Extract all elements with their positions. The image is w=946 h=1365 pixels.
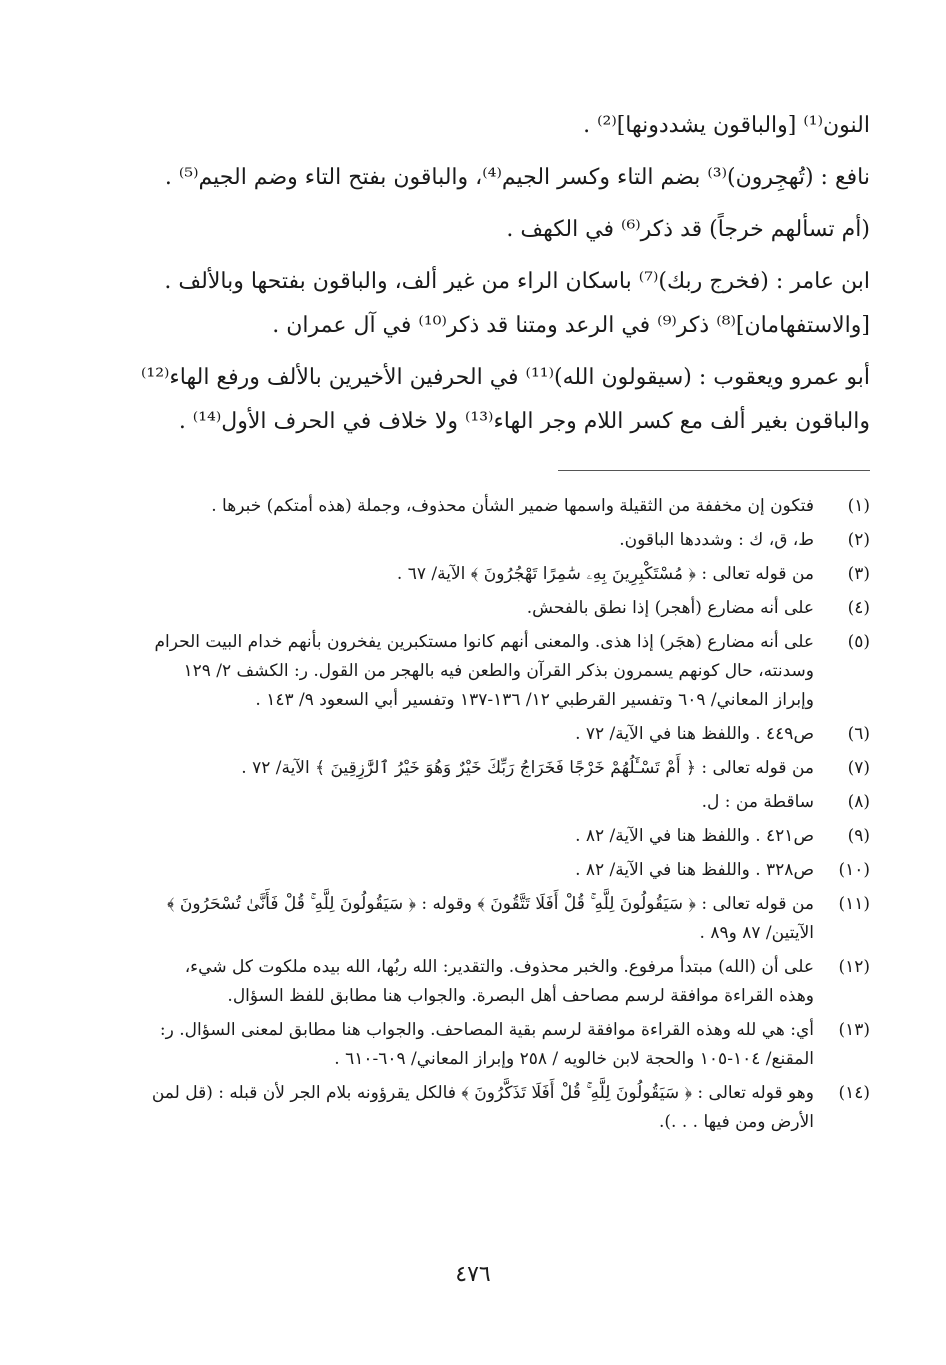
- footnote-number: (٦): [847, 724, 870, 744]
- footnote-number: (٤): [847, 598, 870, 618]
- footnote: [100, 856, 870, 885]
- footnote-number: (٢): [847, 530, 870, 550]
- footnote-number: (٣): [847, 564, 870, 584]
- footnote-number: (١٠): [838, 860, 870, 880]
- footnote-line: الآيتين/ ٨٧ و٨٩ .: [699, 923, 814, 943]
- main-paragraph: [110, 104, 870, 148]
- footnote: [100, 560, 870, 589]
- footnote-text: [100, 754, 814, 783]
- footnote-line: على أنه مضارع (أهجر) إذا نطق بالفحش.: [526, 598, 814, 618]
- footnote-number: (١١): [838, 894, 870, 914]
- footnote-line: وهو قوله تعالى : ﴿ سَيَقُولُونَ لِلَّهِ ۚ قُلْ أَفَلَا تَذَكَّرُونَ ﴾ فالكل يقرؤونه بلام الجر لأن قبله : (قل لمن: [151, 1083, 814, 1103]
- footnote: [100, 1016, 870, 1074]
- footnote-text: [100, 594, 814, 623]
- footnote: [100, 492, 870, 521]
- footnote-number: (١٣): [838, 1020, 870, 1040]
- footnote-number: (١٢): [838, 957, 870, 977]
- footnote-divider: [558, 470, 870, 471]
- main-line: (أم تسألهم خرجاً) قد ذكر⁽⁶⁾ في الكهف .: [506, 217, 870, 242]
- footnote-line: من قوله تعالى : ﴿ سَيَقُولُونَ لِلَّهِ ۚ قُلْ أَفَلَا تَتَّقُونَ ﴾ وقوله : ﴿ سَيَقُولُونَ لِلَّهِ ۚ قُلْ فَأَنَّىٰ تُسْحَرُونَ ﴾: [167, 894, 814, 914]
- footnote: [100, 953, 870, 1011]
- footnote-line: وسدنته، حال كونهم يسمرون بذكر القرآن والطعن فيه بالهجر من القول. ر: الكشف ٢/ ١٢٩: [183, 661, 814, 681]
- footnote-line: على أن (الله) مبتدأ مرفوع. والخبر محذوف. والتقدير: الله ربُها، الله بيده ملكوت كل شيء،: [184, 957, 814, 977]
- footnote-number: (١): [847, 496, 870, 516]
- footnote-number: (٥): [847, 632, 870, 652]
- footnote-text: [100, 628, 814, 715]
- footnote-text: [100, 526, 814, 555]
- footnote-line: ساقطة من : ل.: [701, 792, 814, 812]
- footnote: [100, 720, 870, 749]
- footnote-text: [100, 1016, 814, 1074]
- footnote: [100, 822, 870, 851]
- footnote-line: وإبراز المعاني/ ٦٠٩ وتفسير القرطبي ١٢/ ١٣٦-١٣٧ وتفسير أبي السعود ٩/ ١٤٣ .: [255, 690, 814, 710]
- footnote: [100, 628, 870, 715]
- footnote: [100, 1079, 870, 1137]
- footnote-line: على أنه مضارع (هجَر) إذا هذى. والمعنى أنهم كانوا مستكبرين يفخرون بأنهم خدام البيت الحرام: [154, 632, 814, 652]
- footnote-line: ص٤٤٩ . واللفظ هنا في الآية/ ٧٢ .: [575, 724, 814, 744]
- footnote-number: (١٤): [838, 1083, 870, 1103]
- footnote-line: ص٤٢١ . واللفظ هنا في الآية/ ٨٢ .: [575, 826, 814, 846]
- footnote-line: من قوله تعالى : ﴿ مُسْتَكْبِرِينَ بِهِۦ سَٰمِرًا تَهْجُرُونَ ﴾ الآية/ ٦٧ .: [396, 564, 814, 584]
- page-number: ٤٧٦: [455, 1262, 491, 1287]
- main-text: [110, 104, 870, 452]
- main-paragraph: [110, 156, 870, 200]
- footnote-line: ص٣٢٨ . واللفظ هنا في الآية/ ٨٢ .: [575, 860, 814, 880]
- main-line: والباقون بغير ألف مع كسر اللام وجر الهاء⁽¹³⁾ ولا خلاف في الحرف الأول⁽¹⁴⁾ .: [178, 409, 870, 434]
- footnote-number: (٨): [847, 792, 870, 812]
- footnote-line: ط، ق، ك : وشددها الباقون.: [619, 530, 814, 550]
- footnote-text: [100, 720, 814, 749]
- footnote-text: [100, 492, 814, 521]
- footnote: [100, 890, 870, 948]
- main-line: [والاستفهامان]⁽⁸⁾ ذكر⁽⁹⁾ في الرعد ومتنا قد ذكر⁽¹⁰⁾ في آل عمران .: [272, 313, 870, 338]
- footnote-text: [100, 890, 814, 948]
- footnote-text: [100, 1079, 814, 1137]
- footnote-line: من قوله تعالى : ﴿ أَمْ تَسْـَٔلُهُمْ خَرْجًا فَخَرَاجُ رَبِّكَ خَيْرٌ وَهُوَ خَيْرُ ٱلرَّٰزِقِينَ ﴾ الآية/ ٧٢ .: [241, 758, 814, 778]
- footnote-text: [100, 788, 814, 817]
- footnote: [100, 754, 870, 783]
- main-line: النون⁽¹⁾ [والباقون يشددونها]⁽²⁾ .: [583, 113, 870, 138]
- footnote-text: [100, 953, 814, 1011]
- footnote-line: الأرض ومن فيها . . .).: [659, 1112, 814, 1132]
- footnote: [100, 594, 870, 623]
- footnote-text: [100, 856, 814, 885]
- footnotes: [100, 492, 870, 1142]
- footnote: [100, 788, 870, 817]
- main-line: نافع : (تُهجِرون)⁽³⁾ بضم التاء وكسر الجيم⁽⁴⁾، والباقون بفتح التاء وضم الجيم⁽⁵⁾ .: [164, 165, 870, 190]
- footnote-text: [100, 822, 814, 851]
- footnote-text: [100, 560, 814, 589]
- main-line: أبو عمرو ويعقوب : (سيقولون الله)⁽¹¹⁾ في الحرفين الأخيرين بالألف ورفع الهاء⁽¹²⁾: [140, 365, 870, 390]
- main-paragraph: [110, 356, 870, 444]
- footnote: [100, 526, 870, 555]
- footnote-line: وهذه القراءة موافقة لرسم مصاحف أهل البصرة. والجواب هنا مطابق للفظ السؤال.: [227, 986, 814, 1006]
- footnote-line: المقنع/ ١٠٤-١٠٥ والحجة لابن خالويه / ٢٥٨ وإبراز المعاني/ ٦٠٩-٦١٠ .: [334, 1049, 814, 1069]
- footnote-line: أي: هي لله وهذه القراءة موافقة لرسم بقية المصاحف. والجواب هنا مطابق لمعنى السؤال. ر:: [159, 1020, 814, 1040]
- footnote-number: (٧): [847, 758, 870, 778]
- main-paragraph: [110, 208, 870, 252]
- main-line: ابن عامر : (فخرج ربك)⁽⁷⁾ باسكان الراء من غير ألف، والباقون بفتحها وبالألف .: [164, 269, 870, 294]
- footnote-line: فتكون إن مخففة من الثقيلة واسمها ضمير الشأن محذوف، وجملة (هذه أمتكم) خبرها .: [211, 496, 814, 516]
- footnote-number: (٩): [847, 826, 870, 846]
- main-paragraph: [110, 260, 870, 348]
